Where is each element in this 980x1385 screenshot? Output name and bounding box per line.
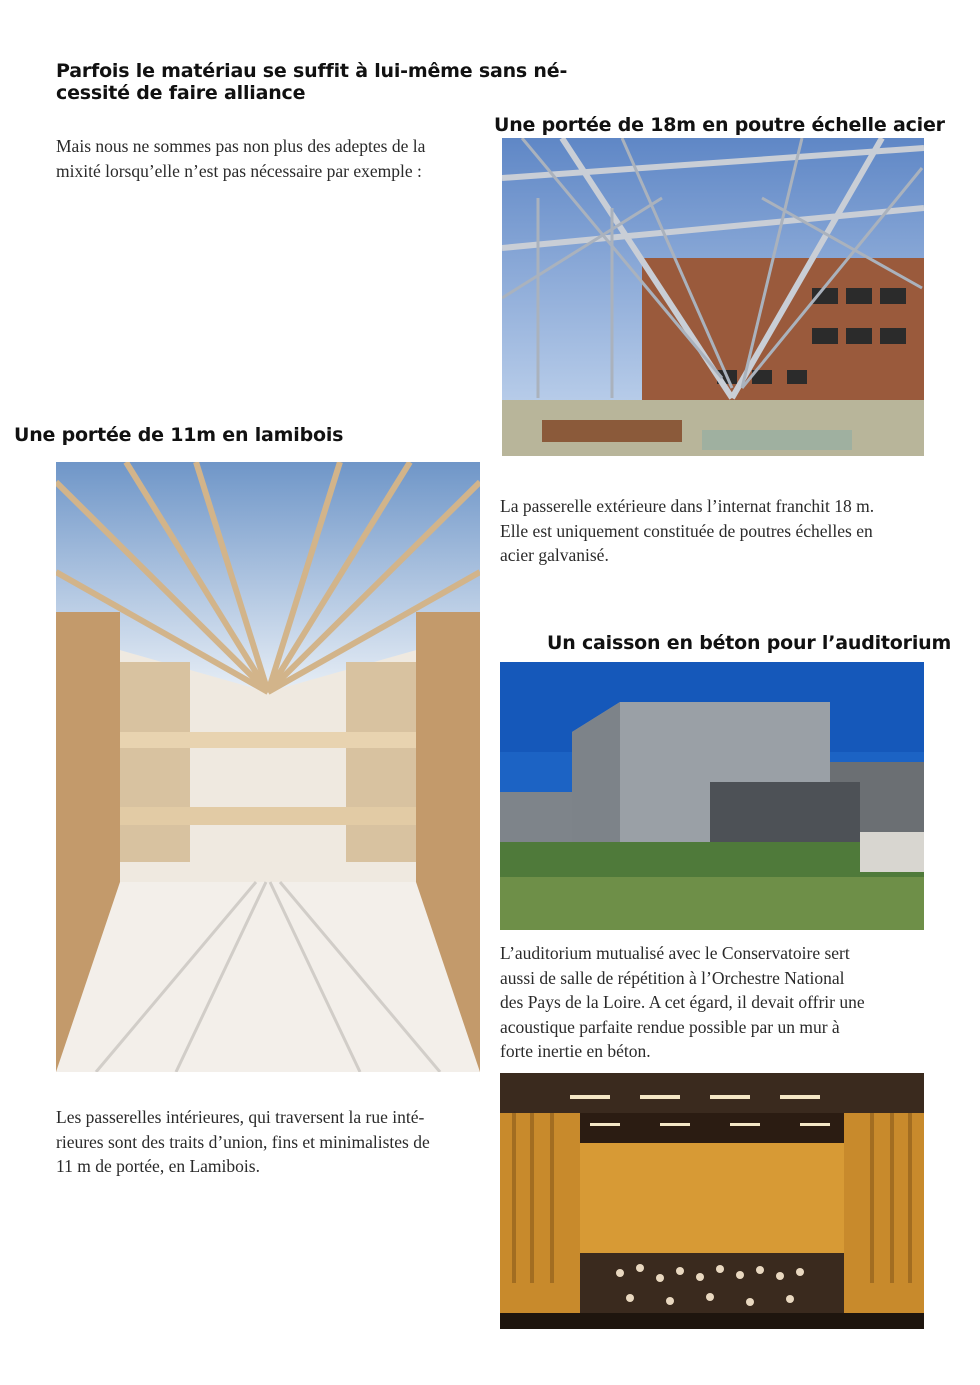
auditorium-exterior-photo (500, 662, 924, 930)
auditorium-heading: Un caisson en béton pour l’auditorium (547, 632, 952, 654)
auditorium-interior-photo (500, 1073, 924, 1329)
lamibois-atrium-photo (56, 462, 480, 1072)
lamibois-heading: Une portée de 11m en lamibois (14, 424, 344, 446)
intro-heading: Parfois le matériau se suffit à lui-même sans né- cessité de faire alliance (56, 60, 568, 104)
steel-bridge-photo (502, 138, 924, 456)
steel-heading: Une portée de 18m en poutre échelle acier (494, 114, 945, 136)
auditorium-caption: L’auditorium mutualisé avec le Conservatoire sert aussi de salle de répétition à l’Orchestre National des Pays de la Loire. A cet égard, il devait offrir une acoustique parfaite rendue possible par un mur à forte inertie en béton. (500, 943, 865, 1061)
steel-caption: La passerelle extérieure dans l’internat franchit 18 m. Elle est uniquement constituée de poutres échelles en acier galvanisé. (500, 496, 875, 565)
lamibois-caption: Les passerelles intérieures, qui traversent la rue inté- rieures sont des traits d’union, fins et minimalistes de 11 m de portée, en Lamibois. (56, 1107, 430, 1176)
intro-text: Mais nous ne sommes pas non plus des adeptes de la mixité lorsqu’elle n’est pas nécessaire par exemple : (56, 136, 426, 181)
